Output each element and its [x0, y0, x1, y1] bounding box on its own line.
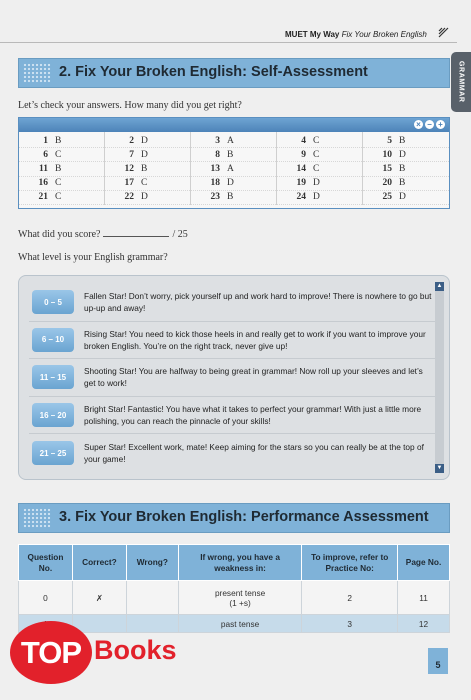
section-2-title: 2. Fix Your Broken English: Self-Assessment: [59, 64, 368, 80]
answer-item: 24 D: [277, 191, 362, 205]
col-page: Page No.: [398, 545, 450, 581]
answer-item: 4 C: [277, 134, 362, 148]
close-icon: ×: [414, 120, 423, 129]
level-row: [29, 284, 436, 322]
answer-item: 12 B: [105, 162, 190, 176]
answer-item: 9 C: [277, 148, 362, 162]
scroll-up-icon: ▲: [436, 283, 443, 289]
check-answers-intro: Let’s check your answers. How many did you get right?: [18, 100, 242, 111]
score-range-badge: 6 – 10: [32, 328, 74, 352]
score-range-badge: 21 – 25: [32, 441, 74, 465]
answer-item: 10 D: [363, 148, 449, 162]
level-description: Fallen Star! Don’t worry, pick yourself up and work hard to improve! There is nowhere to go but up-up and away!: [84, 291, 432, 314]
level-description: Bright Star! Fantastic! You have what it takes to perfect your grammar! With just a little more polishing, you can reach the pinnacle of your skills!: [84, 404, 422, 427]
level-row: [29, 434, 436, 472]
score-blank: [103, 236, 169, 237]
answer-item: 5 B: [363, 134, 449, 148]
answer-item: 3 A: [191, 134, 276, 148]
answer-item: 22 D: [105, 191, 190, 205]
level-description: Shooting Star! You are halfway to being great in grammar! Now roll up your sleeves and let’s get to work!: [84, 366, 423, 389]
level-row: [29, 359, 436, 397]
col-weakness: If wrong, you have a weakness in:: [178, 545, 302, 581]
answer-item: 20 B: [363, 177, 449, 191]
answer-item: 25 D: [363, 191, 449, 205]
score-line: What did you score? / 25: [18, 229, 188, 240]
section-side-tab: GRAMMAR: [451, 52, 471, 112]
page-number: 5: [428, 648, 448, 674]
level-row: [29, 322, 436, 360]
answer-item: 7 D: [105, 148, 190, 162]
level-description: Rising Star! You need to kick those heels in and really get to work if you want to improve your broken English. You’re on the right track, never give up!: [84, 328, 426, 351]
score-range-badge: 16 – 20: [32, 403, 74, 427]
section-3-title-bar: [18, 503, 450, 533]
grammar-level-panel: [18, 275, 450, 480]
answer-column: [191, 132, 277, 205]
answer-item: 6 C: [19, 148, 104, 162]
section-2-title-bar: [18, 58, 450, 88]
answer-column: [363, 132, 449, 205]
answer-item: 23 B: [191, 191, 276, 205]
score-range-badge: 11 – 15: [32, 365, 74, 389]
answer-item: 1 B: [19, 134, 104, 148]
answer-column: [19, 132, 105, 205]
answer-key-box: [18, 117, 450, 209]
minus-icon: −: [425, 120, 434, 129]
answer-item: 14 C: [277, 162, 362, 176]
header-rule: [0, 42, 457, 43]
topbooks-logo-text: Books: [94, 635, 177, 665]
level-row: [29, 397, 436, 435]
answer-item: 18 D: [191, 177, 276, 191]
performance-table: [18, 544, 450, 633]
answer-item: 11 B: [19, 162, 104, 176]
answer-item: 2 D: [105, 134, 190, 148]
level-question: What level is your English grammar?: [18, 252, 168, 263]
answer-key-grid: [19, 132, 449, 205]
section-3-title: 3. Fix Your Broken English: Performance Assessment: [59, 509, 429, 525]
table-row: past tense 3 12: [19, 615, 450, 633]
col-practice: To improve, refer to Practice No:: [302, 545, 398, 581]
answer-column: [105, 132, 191, 205]
scrollbar: [435, 282, 444, 473]
answer-item: 17 C: [105, 177, 190, 191]
topbooks-logo: TOP: [10, 621, 92, 684]
col-correct: Correct?: [72, 545, 126, 581]
answer-key-titlebar: [19, 118, 449, 132]
answer-column: [277, 132, 363, 205]
score-range-badge: 0 – 5: [32, 290, 74, 314]
table-row: 0 ✗ present tense (1 +s) 2 11: [19, 581, 450, 615]
answer-item: 16 C: [19, 177, 104, 191]
answer-item: 19 D: [277, 177, 362, 191]
answer-item: 15 B: [363, 162, 449, 176]
signal-lines-icon: [438, 27, 449, 38]
answer-item: 21 C: [19, 191, 104, 205]
scroll-down-icon: ▼: [436, 465, 443, 471]
table-header-row: [19, 545, 450, 581]
level-description: Super Star! Excellent work, mate! Keep aiming for the stars so you can really be at the top of your game!: [84, 442, 424, 465]
col-question-no: Question No.: [19, 545, 73, 581]
answer-item: 13 A: [191, 162, 276, 176]
col-wrong: Wrong?: [126, 545, 178, 581]
running-header: MUET My Way Fix Your Broken English: [285, 30, 427, 39]
plus-icon: +: [436, 120, 445, 129]
answer-item: 8 B: [191, 148, 276, 162]
dotted-pattern: [23, 508, 51, 528]
dotted-pattern: [23, 63, 51, 83]
